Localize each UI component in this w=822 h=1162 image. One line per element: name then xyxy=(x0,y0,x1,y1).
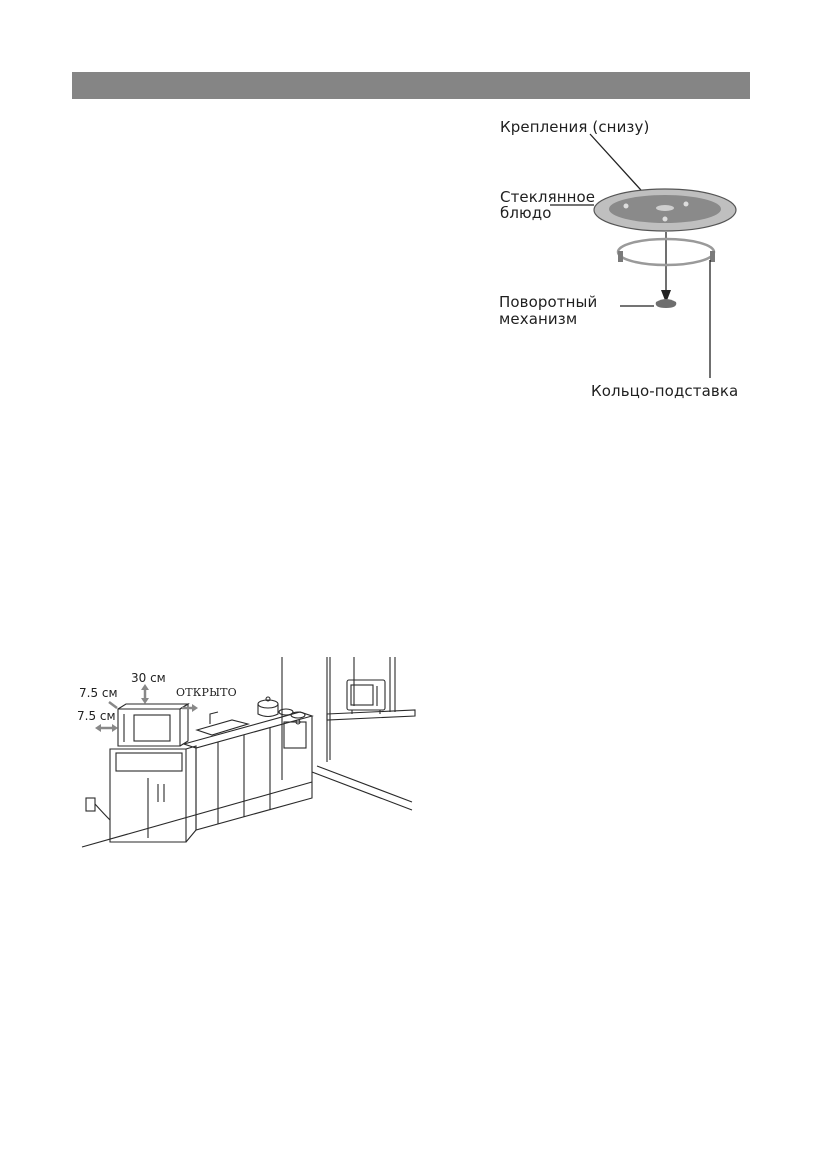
sink-icon xyxy=(197,720,248,735)
label-mechanism-line2: механизм xyxy=(499,310,578,328)
kitchen-installation-diagram xyxy=(72,652,417,850)
label-mechanism-line1: Поворотный xyxy=(499,293,598,311)
stove-front xyxy=(284,722,306,748)
faucet-icon xyxy=(210,712,218,724)
power-cord xyxy=(95,804,110,820)
windowsill xyxy=(327,710,415,720)
power-outlet-icon xyxy=(86,798,95,811)
label-ring: Кольцо-подставка xyxy=(591,382,739,400)
lower-cabinets xyxy=(196,716,312,830)
turntable-diagram xyxy=(490,110,760,410)
coupler-icon xyxy=(656,299,677,308)
label-glass-tray-line1: Стеклянное xyxy=(500,188,596,206)
section-header-bar xyxy=(72,72,750,99)
label-clearance-side-lower: 7.5 см xyxy=(77,709,116,723)
label-clearance-top: 30 см xyxy=(131,671,166,685)
pot-icon xyxy=(258,704,278,717)
label-clearance-open: ОТКРЫТО xyxy=(176,686,237,699)
stand-drawer xyxy=(116,753,182,771)
label-clearance-side-upper: 7.5 см xyxy=(79,686,118,700)
tray-center-hub xyxy=(656,205,674,211)
label-glass-tray-line2: блюдо xyxy=(500,204,552,222)
label-fasteners: Крепления (снизу) xyxy=(500,118,650,136)
